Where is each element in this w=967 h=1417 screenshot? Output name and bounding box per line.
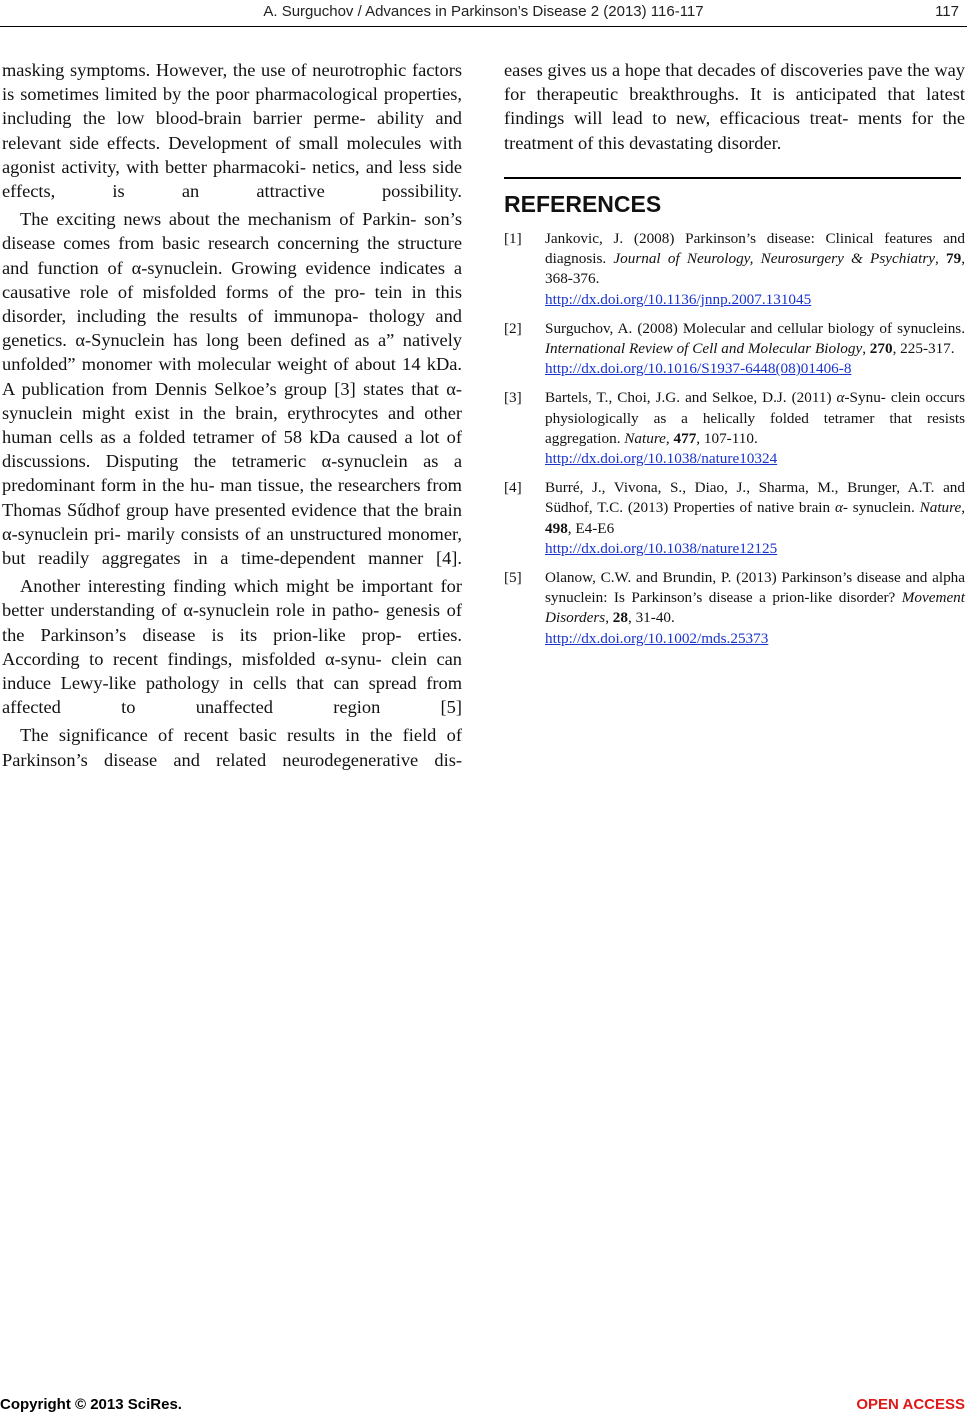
reference-text: Bartels, T., Choi, J.G. and Selkoe, D.J. (2011) α-Synu- clein occurs physiologically as a helically folded tetramer that resists aggregation. Nature, 477, 107-110. http://dx.doi.org/10.1038/nature10324 — [545, 388, 965, 469]
header-rule — [0, 26, 967, 27]
volume: 477 — [673, 429, 697, 447]
journal-name: International Review of Cell and Molecular Biology — [545, 340, 863, 358]
reference-text: Surguchov, A. (2008) Molecular and cellular biology of synucleins. International Review of Cell and Molecular Biology, 270, 225-317. http://dx.doi.org/10.1016/S1937-6448(08)01406-8 — [545, 319, 965, 380]
reference-text: Burré, J., Vivona, S., Diao, J., Sharma, M., Brunger, A.T. and Südhof, T.C. (2013) Properties of native brain α- synuclein. Nature, 498, E4-E6 http://dx.doi.org/10.1038/nature12125 — [545, 478, 965, 559]
body-paragraph-5: eases gives us a hope that decades of discoveries pave the way for therapeutic breakthroughs. It is anticipated that latest findings will lead to new, efficacious treat- ments for the treatment of this devastating disorder. — [504, 60, 965, 153]
doi-link[interactable]: http://dx.doi.org/10.1016/S1937-6448(08)01406-8 — [545, 360, 852, 378]
body-paragraph-4: The significance of recent basic results in the field of Parkinson’s disease and related neurodegenerative dis- — [2, 725, 462, 770]
reference-number: [5] — [504, 569, 522, 587]
references-rule — [504, 177, 961, 179]
body-paragraph-1: masking symptoms. However, the use of neurotrophic factors is sometimes limited by the poor pharmacological properties, including the low blood-brain barrier perme- ability and relevant side effects. Development of small molecules with agonist activity, with better pharmacoki- netics, and less side effects, is an attractive possibility. — [2, 60, 462, 202]
open-access-label: OPEN ACCESS — [856, 1396, 965, 1413]
reference-text: Jankovic, J. (2008) Parkinson’s disease: Clinical features and diagnosis. Journal of Neurology, Neurosurgery & Psychiatry, 79, 368-376. http://dx.doi.org/10.1136/jnnp.2007.131045 — [545, 229, 965, 310]
reference-text: Olanow, C.W. and Brundin, P. (2013) Parkinson’s disease and alpha synuclein: Is Parkinson’s disease a prion-like disorder? Movement Disorders, 28, 31-40. http://dx.doi.org/10.1002/mds.25373 — [545, 568, 965, 649]
left-column — [2, 58, 462, 776]
reference-item-2 — [504, 319, 965, 380]
journal-name: Nature — [919, 499, 962, 517]
volume: 79 — [946, 250, 962, 268]
journal-name: Nature — [624, 429, 666, 447]
copyright-notice: Copyright © 2013 SciRes. — [0, 1396, 182, 1413]
reference-item-4 — [504, 478, 965, 559]
body-paragraph-3: Another interesting finding which might be important for better understanding of α-synuclein role in patho- genesis of the Parkinson’s disease is its prion-like prop- erties. According to recent findings, misfolded α-synu- clein can induce Lewy-like pathology in cells that can spread from affected to unaffected region [5] — [2, 576, 462, 718]
reference-number: [4] — [504, 479, 522, 497]
journal-name: Journal of Neurology, Neurosurgery & Psychiatry — [613, 250, 936, 268]
reference-number: [1] — [504, 230, 522, 247]
volume: 498 — [545, 519, 568, 537]
reference-number: [3] — [504, 389, 522, 407]
doi-link[interactable]: http://dx.doi.org/10.1038/nature10324 — [545, 450, 778, 468]
doi-link[interactable]: http://dx.doi.org/10.1136/jnnp.2007.131045 — [545, 290, 812, 308]
reference-item-5 — [504, 568, 965, 649]
reference-list — [504, 229, 965, 658]
references-heading: REFERENCES — [504, 191, 662, 217]
reference-item-3 — [504, 388, 965, 469]
body-paragraph-2: The exciting news about the mechanism of Parkin- son’s disease comes from basic research concerning the structure and function of α-synuclein. Growing evidence indicates a causative role of misfolded forms of the pro- tein in this disorder, including the results of immunopa- thology and genetics. α-Synuclein has long been defined as a” natively unfolded” monomer with molecular weight of about 14 kDa. A publication from Dennis Selkoe’s group [3] states that α-synuclein might exist in the brain, erythrocytes and other human cells as a folded tetramer of 58 kDa caused a lot of discussions. Disputing the tetrameric α-synuclein as a predominant form in the hu- man tissue, the researchers from Thomas Sűdhof group have presented evidence that the brain α-synuclein pri- marily consists of an unstructured monomer, but readily aggregates in a time-dependent manner [4]. — [2, 209, 462, 569]
running-header: A. Surguchov / Advances in Parkinson’s Disease 2 (2013) 116-117 — [263, 3, 704, 20]
reference-number: [2] — [504, 319, 522, 337]
volume: 28 — [612, 609, 628, 627]
right-column — [504, 58, 965, 159]
volume: 270 — [869, 340, 893, 358]
doi-link[interactable]: http://dx.doi.org/10.1002/mds.25373 — [545, 629, 769, 647]
journal-name: Movement Disorders — [545, 589, 965, 627]
doi-link[interactable]: http://dx.doi.org/10.1038/nature12125 — [545, 539, 778, 557]
reference-item-1 — [504, 229, 965, 310]
page-number: 117 — [935, 3, 959, 20]
